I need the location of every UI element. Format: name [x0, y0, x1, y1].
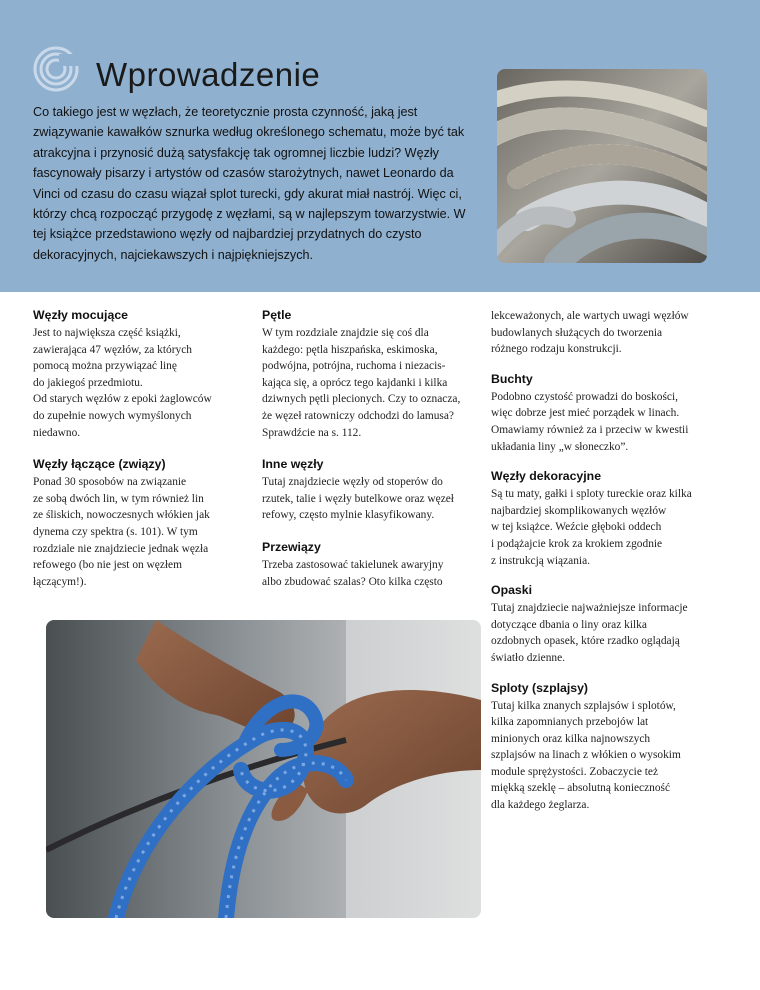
section-body-przewiazy: Trzeba zastosować takielunek awaryjny albo zbudować szalas? Oto kilka często [262, 558, 444, 588]
section-body-buchty: Podobno czystość prowadzi do boskości, więc dobrze jest mieć porządek w linach. Omawiamy również za i przeciw w kwestii układania liny „w słoneczko”. [491, 390, 689, 453]
hands-tying-knot-photo [46, 620, 481, 918]
section-heading-wezly-mocujace: Węzły mocujące [33, 308, 128, 322]
section-body-przewiazy-continued: lekceważonych, ale wartych uwagi węzłów budowlanych służących do tworzenia różnego rodzaju konstrukcji. [491, 310, 689, 356]
section-heading-buchty: Buchty [491, 371, 533, 386]
section-heading-petle: Pętle [262, 308, 292, 322]
section-heading-inne-wezly: Inne węzły [262, 457, 324, 472]
coiled-rope-photo [497, 69, 707, 263]
section-body-opaski: Tutaj znajdziecie najważniejsze informacje dotyczące dbania o liny oraz kilka ozdobnych opasek, które rzadko oglądają światło dzienne. [491, 602, 688, 664]
section-heading-sploty: Sploty (szplajsy) [491, 680, 589, 695]
section-heading-wezly-dekoracyjne: Węzły dekoracyjne [491, 469, 602, 484]
column-right [491, 308, 716, 828]
page-title: Wprowadzenie [96, 56, 321, 93]
section-body-wezly-laczace: Ponad 30 sposobów na związanie ze sobą dwóch lin, w tym również lin ze śliskich, nowoczesnych włókien jak dynema czy spektra (s. 101). W tym rozdziale nie znajdziecie jednak węzła refowego (bo nie jest on węzłem łączącym!). [33, 476, 210, 588]
section-body-wezly-dekoracyjne: Są tu maty, gałki i sploty tureckie oraz kilka najbardziej skomplikowanych węzłów w tej książce. Weźcie głęboki oddech i podążajcie krok za krokiem zgodnie z instrukcją wiązania. [491, 488, 692, 567]
section-body-wezly-mocujace: Jest to największa część książki, zawierająca 47 węzłów, za których pomocą można przywiązać linę do jakiegoś przedmiotu. Od starych węzłów z epoki żaglowców do zupełnie nowych wymyślonych niedawno. [33, 327, 212, 439]
section-heading-wezly-laczace: Węzły łączące (związy) [33, 457, 166, 472]
column-middle [262, 308, 472, 606]
section-heading-opaski: Opaski [491, 583, 533, 598]
section-body-petle: W tym rozdziale znajdzie się coś dla każdego: pętla hiszpańska, eskimoska, podwójna, potrójna, ruchoma i niezacis- kająca się, a oprócz tego kajdanki i kilka dziwnych pętli plecionych. Czy to oznacza, że węzeł ratowniczy odchodzi do lamusa? Sprawdźcie na s. 112. [262, 327, 461, 439]
section-body-inne-wezly: Tutaj znajdziecie węzły od stoperów do rzutek, talie i węzły butelkowe oraz węzeł refowy, często mylnie klasyfikowany. [262, 476, 454, 522]
column-left [33, 308, 238, 606]
rope-rosette-icon [33, 46, 79, 92]
intro-paragraph: Co takiego jest w węzłach, że teoretycznie prosta czynność, jaką jest związywanie kawałków sznurka według określonego schematu, może być tak atrakcyjna i przynosić dużą satysfakcję tak ogromnej liczbie ludzi? Węzły fascynowały pisarzy i artystów od czasów starożytnych, nawet Leonardo da Vinci od czasu do czasu wiązał splot turecki, gdy akurat miał nastrój. Więc ci, którzy chcą rozpocząć przygodę z węzłami, są w najlepszym towarzystwie. W tej książce przedstawiono węzły od najbardziej przydatnych do czysto dekoracyjnych, najciekawszych i najpiękniejszych. [33, 105, 466, 262]
section-heading-przewiazy: Przewiązy [262, 539, 321, 554]
section-body-sploty: Tutaj kilka znanych szplajsów i splotów, kilka zapomnianych przebojów lat minionych oraz kilka najnowszych szplajsów na linach z włókien o wysokim module sprężystości. Zobaczycie też miękką szeklę – absolutną konieczność dla każdego żeglarza. [491, 699, 681, 812]
